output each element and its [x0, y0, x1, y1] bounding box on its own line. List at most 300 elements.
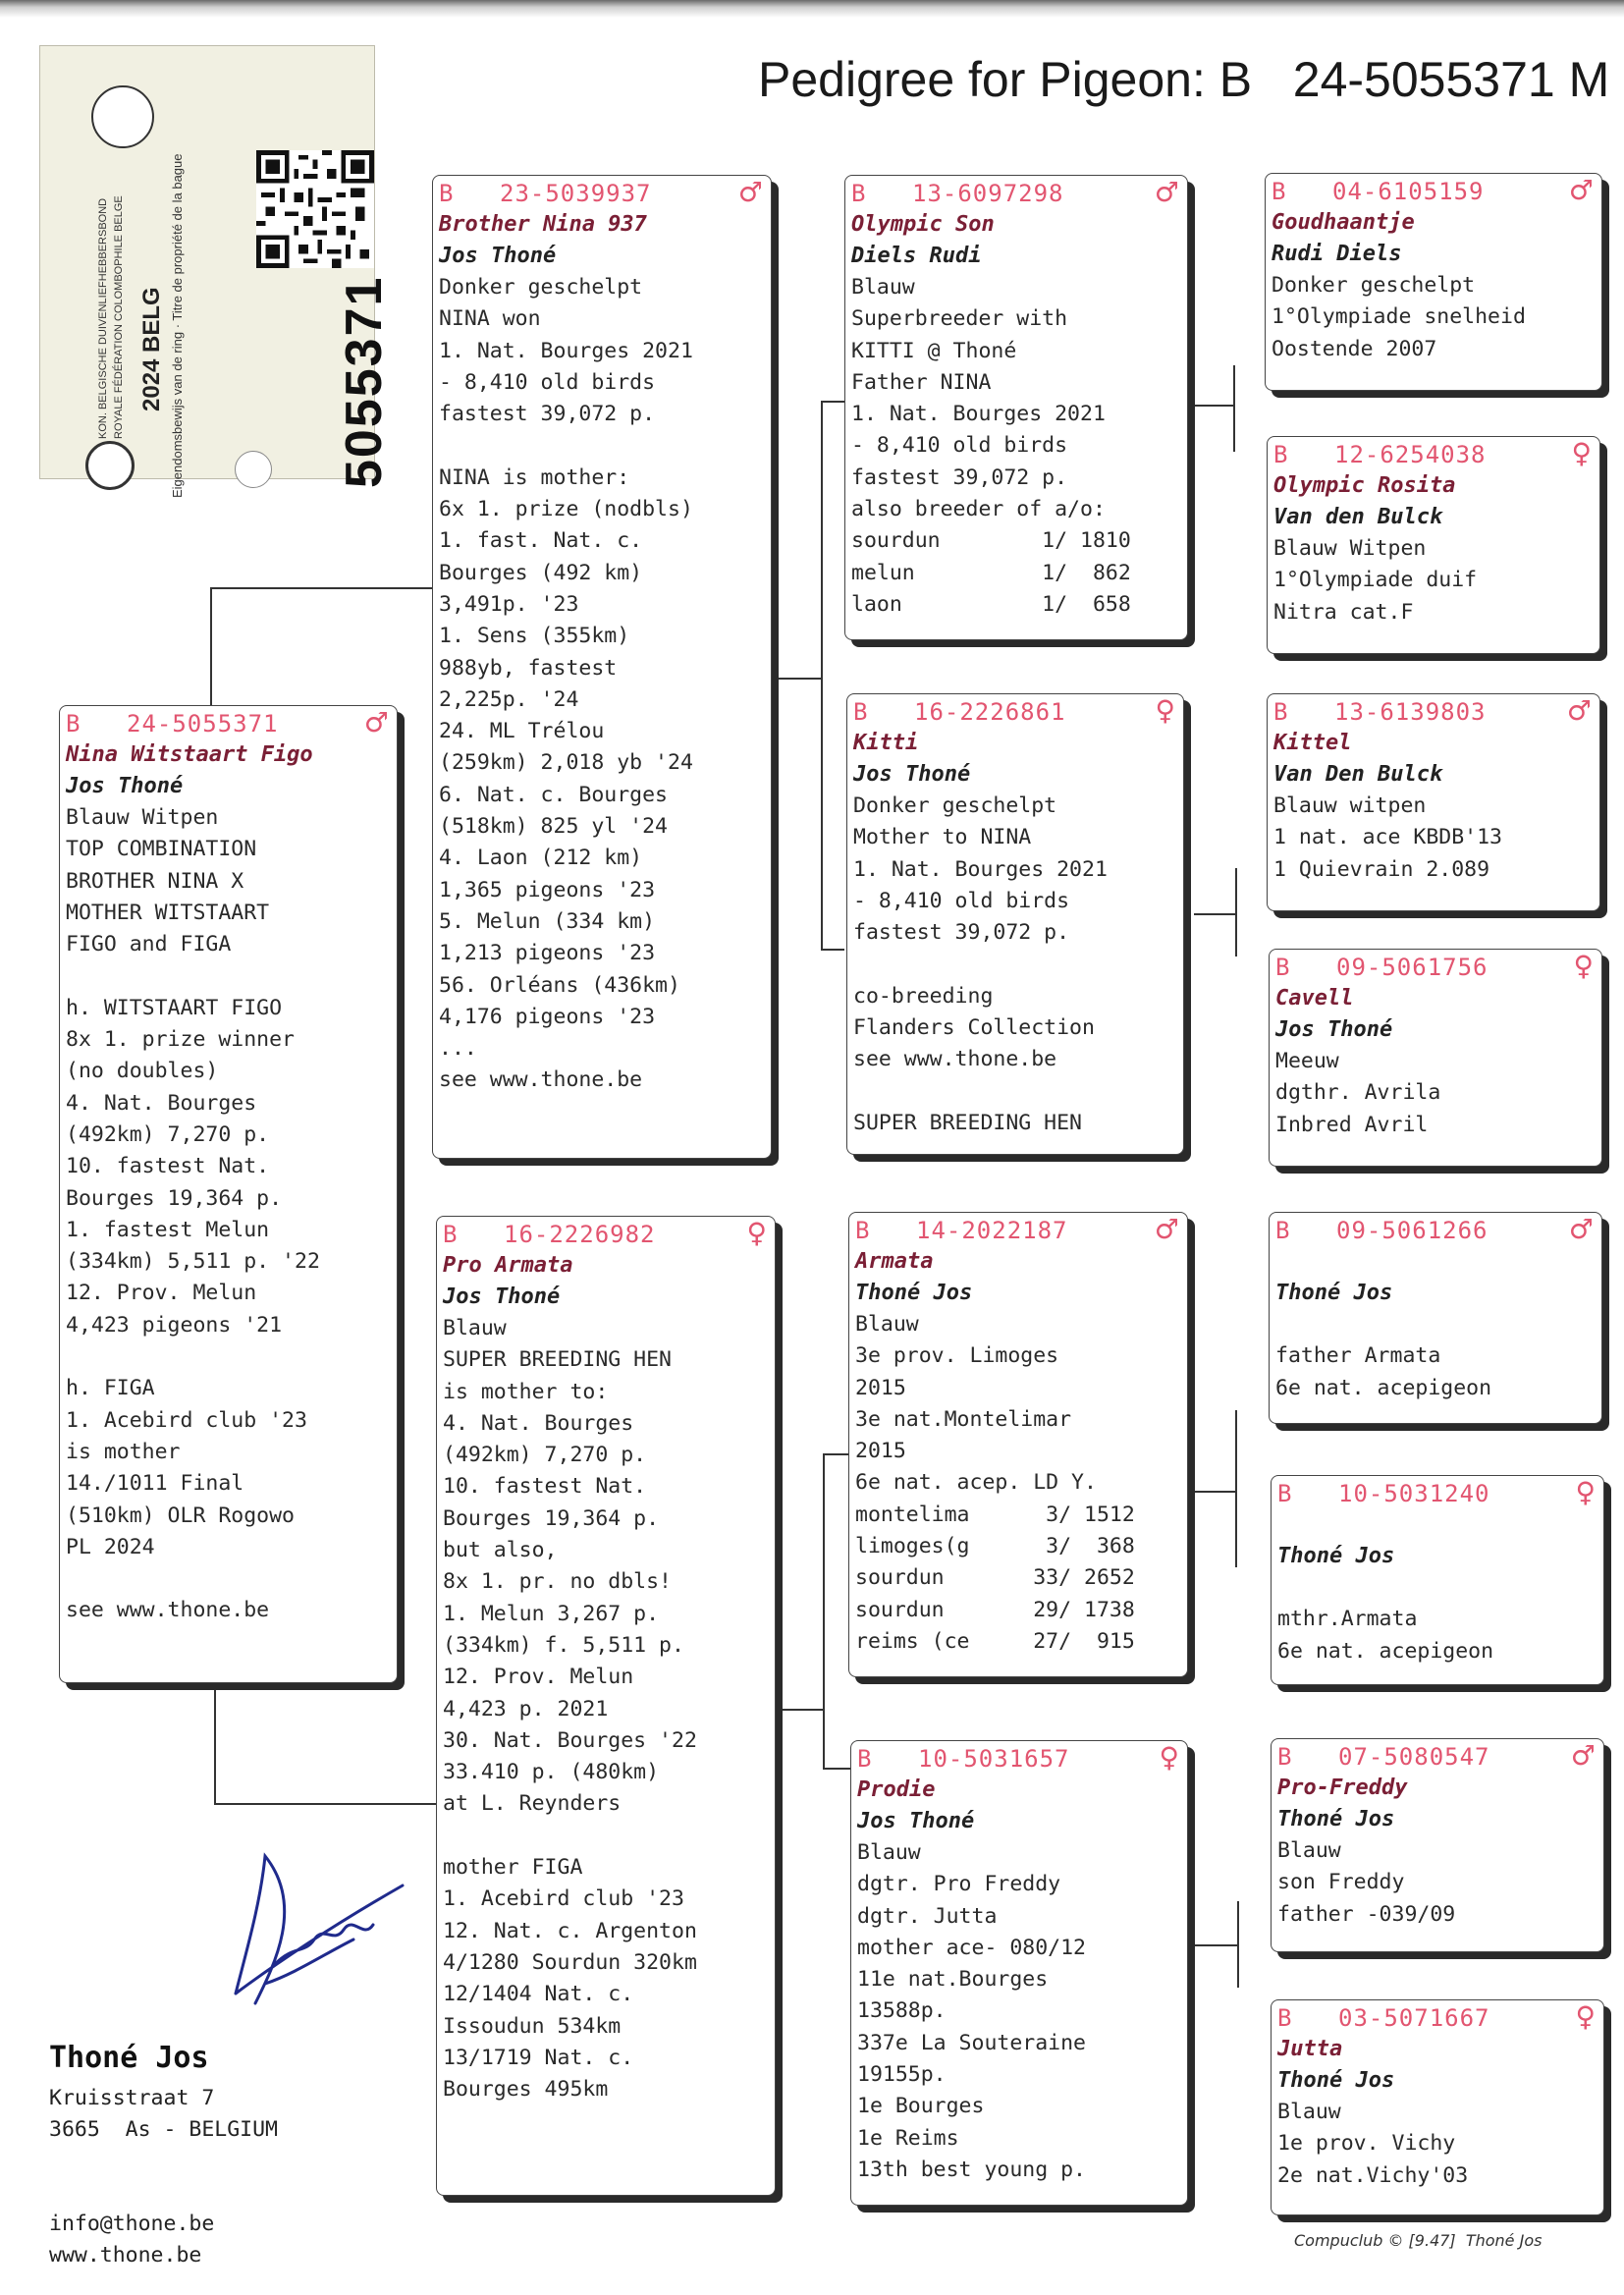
note-line: fastest 39,072 p. [851, 464, 1068, 490]
note-line [1275, 1309, 1596, 1340]
note-line: laon 1/ 658 [851, 591, 1131, 617]
note-line: 1. Acebird club '23 [443, 1886, 684, 1912]
note-line: melun 1/ 862 [851, 560, 1131, 585]
note-line: NINA won [439, 306, 541, 332]
breeder-name: Rudi Diels [1272, 242, 1402, 266]
note-line: Donker geschelpt [853, 793, 1057, 818]
note-line [439, 430, 765, 462]
note-line: 1. fast. Nat. c. [439, 528, 643, 554]
note-line: 14./1011 Final [66, 1471, 244, 1497]
ring-number: 09-5061266 [1336, 1217, 1489, 1244]
note-line: Blauw [857, 1840, 921, 1865]
note-line: sourdun 29/ 1738 [855, 1597, 1135, 1622]
note-line: Donker geschelpt [1272, 273, 1476, 298]
card-header [853, 694, 1177, 728]
note-line: mthr.Armata [1277, 1607, 1418, 1632]
country-code: B [853, 698, 868, 726]
pigeon-name: Kitti [853, 731, 919, 755]
country-code: B [857, 1745, 872, 1773]
note-line: fastest 39,072 p. [853, 920, 1070, 946]
note-line: MOTHER WITSTAART [66, 900, 270, 925]
female-sex-icon: ♀ [746, 1217, 767, 1249]
ring-number: 10-5031240 [1338, 1480, 1490, 1507]
breeder-name: Thoné Jos [855, 1281, 973, 1305]
note-line: 1. fastest Melun [66, 1217, 270, 1242]
note-line: 19155p. [857, 2062, 947, 2088]
note-line: 1. Nat. Bourges 2021 [851, 402, 1106, 427]
pigeon-name: Goudhaantje [1272, 210, 1415, 235]
ring-number: 23-5039937 [500, 180, 652, 207]
note-line: 1 nat. ace KBDB'13 [1273, 825, 1502, 850]
note-line: 13588p. [857, 1998, 947, 2024]
card-header [1272, 174, 1596, 207]
note-line: h. FIGA [66, 1376, 155, 1401]
note-line: co-breeding [853, 983, 994, 1009]
note-line [853, 949, 1177, 980]
card-header [1277, 1739, 1597, 1773]
country-code: B [443, 1221, 458, 1248]
card-header [1277, 2000, 1597, 2034]
connector-line [821, 949, 844, 951]
note-line: 10. fastest Nat. [443, 1474, 647, 1500]
note-line: 1°Olympiade snelheid [1272, 304, 1526, 330]
male-sex-icon: ♂ [1154, 176, 1179, 208]
note-line: NINA is mother: [439, 464, 630, 490]
owner-email[interactable]: info@thone.be [49, 2212, 215, 2236]
note-line: dgthr. Avrila [1275, 1080, 1441, 1106]
ring-number: 07-5080547 [1338, 1743, 1490, 1771]
note-line: 12. Prov. Melun [66, 1281, 257, 1306]
note-line: 24. ML Trélou [439, 719, 605, 744]
note-line: 4/1280 Sourdun 320km [443, 1949, 697, 1975]
note-line: Bourges 495km [443, 2077, 609, 2103]
note-line: 12/1404 Nat. c. [443, 1982, 634, 2007]
pigeon-name: Pro Armata [443, 1253, 573, 1278]
pigeon-notes [1273, 533, 1594, 628]
note-line: Mother to NINA [853, 825, 1032, 850]
note-line: (no doubles) [66, 1059, 219, 1084]
pigeon-notes [1273, 791, 1594, 886]
ring-year-country [138, 287, 166, 411]
note-line: (334km) 5,511 p. '22 [66, 1249, 320, 1275]
connector-line [823, 1453, 825, 1770]
country-code: B [1277, 1743, 1292, 1771]
note-line: fastest 39,072 p. [439, 402, 656, 427]
note-line: (259km) 2,018 yb '24 [439, 750, 693, 776]
card-header [1277, 1476, 1597, 1509]
note-line: 6e nat. acep. LD Y. [855, 1470, 1097, 1496]
connector-line [823, 1768, 852, 1770]
note-line: limoges(g 3/ 368 [855, 1534, 1135, 1559]
pigeon-card-ffm [1267, 436, 1600, 654]
note-line: sourdun 33/ 2652 [855, 1565, 1135, 1591]
male-sex-icon: ♂ [1568, 1213, 1594, 1245]
male-sex-icon: ♂ [1154, 1213, 1179, 1245]
note-line: 13th best young p. [857, 2157, 1086, 2182]
note-line: 1,213 pigeons '23 [439, 941, 656, 966]
pigeon-name: Olympic Son [851, 212, 995, 237]
note-line [853, 1076, 1177, 1108]
pigeon-name: Olympic Rosita [1273, 473, 1456, 498]
note-line: 4. Nat. Bourges [443, 1410, 634, 1436]
note-line: 12. Nat. c. Argenton [443, 1918, 697, 1943]
note-line: (492km) 7,270 p. [443, 1443, 647, 1468]
breeder-name: Jos Thoné [1275, 1017, 1393, 1042]
qr-code-icon [256, 150, 374, 268]
note-line [443, 1821, 769, 1852]
connector-line [1194, 1944, 1239, 1946]
pigeon-card-fm [846, 693, 1184, 1155]
software-footer: Compuclub © [9.47] Thoné Jos [1294, 2231, 1543, 2250]
note-line: 5. Melun (334 km) [439, 908, 656, 934]
pigeon-card-ff [844, 175, 1188, 640]
pigeon-card-fmm [1269, 949, 1602, 1167]
breeder-name: Thoné Jos [1277, 2068, 1395, 2093]
male-sex-icon: ♂ [1570, 1739, 1596, 1772]
pigeon-notes [443, 1313, 769, 2105]
note-line: 1 Quievrain 2.089 [1273, 856, 1490, 882]
note-line: is mother [66, 1439, 181, 1464]
male-sex-icon: ♂ [363, 706, 389, 738]
ring-number: 09-5061756 [1336, 954, 1489, 981]
note-line: ... [439, 1036, 477, 1062]
pigeon-name: Cavell [1275, 986, 1354, 1011]
pigeon-notes [1275, 1046, 1596, 1141]
note-line: (510km) OLR Rogowo [66, 1503, 295, 1528]
note-line: 30. Nat. Bourges '22 [443, 1727, 697, 1753]
connector-line [210, 587, 432, 589]
note-line: 3e prov. Limoges [855, 1343, 1059, 1369]
note-line: 10. fastest Nat. [66, 1154, 270, 1179]
note-line: - 8,410 old birds [851, 433, 1068, 459]
country-code: B [1273, 698, 1288, 726]
pigeon-notes [1277, 2097, 1597, 2192]
note-line: sourdun 1/ 1810 [851, 528, 1131, 554]
connector-line [1192, 1491, 1237, 1493]
pigeon-name: Jutta [1277, 2037, 1343, 2061]
pigeon-card-mm [850, 1740, 1188, 2206]
note-line: (334km) f. 5,511 p. [443, 1632, 684, 1658]
note-line: 3,491p. '23 [439, 591, 579, 617]
breeder-name: Diels Rudi [851, 244, 982, 268]
note-line: 4. Nat. Bourges [66, 1090, 257, 1116]
male-sex-icon: ♂ [1568, 174, 1594, 206]
country-code: B [1275, 1217, 1290, 1244]
note-line: see www.thone.be [439, 1067, 643, 1093]
card-header [66, 706, 391, 739]
pigeon-notes [439, 272, 765, 1097]
note-line: Father NINA [851, 369, 992, 395]
note-line: 13/1719 Nat. c. [443, 2045, 634, 2070]
note-line: 2,225p. '24 [439, 686, 579, 712]
ring-number: 13-6139803 [1334, 698, 1487, 726]
pigeon-notes [1277, 1572, 1597, 1667]
ring-year: 2024 [138, 358, 165, 411]
country-code: B [1277, 1480, 1292, 1507]
note-line: Oostende 2007 [1272, 336, 1437, 361]
note-line: 988yb, fastest [439, 655, 618, 681]
note-line: 3e nat.Montelimar [855, 1406, 1072, 1432]
country-code: B [855, 1217, 870, 1244]
note-line: 2015 [855, 1439, 906, 1464]
country-code: B [1277, 2004, 1292, 2032]
pigeon-notes [853, 791, 1177, 1139]
pigeon-notes [1272, 270, 1596, 365]
breeder-name: Thoné Jos [1277, 1544, 1395, 1568]
note-line: FIGO and FIGA [66, 932, 232, 957]
note-line: Blauw Witpen [66, 805, 219, 830]
note-line: 337e La Souteraine [857, 2030, 1086, 2055]
note-line: - 8,410 old birds [439, 369, 656, 395]
card-header [1275, 950, 1596, 983]
note-line: 12. Prov. Melun [443, 1665, 634, 1690]
pigeon-card-subject [59, 705, 398, 1683]
connector-line [1190, 405, 1235, 407]
note-line: (518km) 825 yl '24 [439, 814, 668, 840]
pigeon-card-mmf [1271, 1738, 1604, 1952]
male-sex-icon: ♂ [1566, 694, 1592, 727]
page-title: Pedigree for Pigeon: B 24-5055371 M [758, 52, 1610, 107]
ring-number: 14-2022187 [916, 1217, 1068, 1244]
note-line: 1e Reims [857, 2125, 959, 2151]
pigeon-notes [855, 1309, 1181, 1658]
pigeon-card-mmm [1271, 1999, 1604, 2215]
breeder-name: Thoné Jos [1277, 1807, 1395, 1831]
note-line: at L. Reynders [443, 1791, 622, 1817]
pigeon-name: Brother Nina 937 [439, 212, 647, 237]
country-code: B [1273, 441, 1288, 468]
owner-street: Kruisstraat 7 [49, 2086, 215, 2110]
connector-line [821, 401, 823, 951]
note-line: 1. Nat. Bourges 2021 [853, 856, 1108, 882]
note-line: Blauw [1277, 2100, 1341, 2124]
pigeon-notes [1277, 1835, 1597, 1931]
connector-line [1235, 868, 1237, 956]
pigeon-name [1277, 1509, 1597, 1541]
pigeon-card-father [432, 175, 772, 1159]
pigeon-name [1275, 1246, 1596, 1278]
pigeon-card-fmf [1267, 693, 1600, 911]
ring-number: 24-5055371 [127, 710, 279, 738]
federation-emblem-icon [91, 85, 154, 148]
note-line: KITTI @ Thoné [851, 338, 1017, 363]
belgium-logo-icon [85, 441, 135, 490]
note-line: Bourges (492 km) [439, 560, 643, 585]
note-line: (492km) 7,270 p. [66, 1121, 270, 1147]
connector-line [1237, 1901, 1239, 1988]
note-line: 11e nat.Bourges [857, 1967, 1049, 1993]
note-line: 4. Laon (212 km) [439, 846, 643, 871]
connector-line [1235, 1410, 1237, 1567]
connector-line [1194, 913, 1237, 915]
scan-edge [0, 0, 1624, 18]
card-header [1273, 694, 1594, 728]
note-line: montelima 3/ 1512 [855, 1502, 1135, 1527]
owner-website[interactable]: www.thone.be [49, 2243, 202, 2268]
note-line: father -039/09 [1277, 1901, 1456, 1927]
note-line: h. WITSTAART FIGO [66, 995, 283, 1020]
note-line: 1. Melun 3,267 p. [443, 1601, 660, 1626]
female-sex-icon: ♀ [1155, 694, 1175, 727]
card-header [851, 176, 1181, 209]
breeder-name: Jos Thoné [443, 1284, 561, 1309]
note-line: mother ace- 080/12 [857, 1935, 1086, 1960]
note-line [66, 960, 391, 992]
connector-line [214, 1803, 436, 1805]
note-line [66, 1341, 391, 1373]
owner-name: Thoné Jos [49, 2041, 209, 2075]
breeder-name: Jos Thoné [439, 244, 557, 268]
pigeon-notes [857, 1837, 1181, 2186]
card-header [857, 1741, 1181, 1775]
ring-number: 16-2226982 [504, 1221, 656, 1248]
note-line: 2015 [855, 1375, 906, 1400]
ring-number: 10-5031657 [918, 1745, 1070, 1773]
note-line: see www.thone.be [66, 1598, 270, 1623]
ring-number: 04-6105159 [1332, 178, 1485, 205]
connector-line [821, 401, 844, 403]
country-code: B [1272, 178, 1286, 205]
note-line: 8x 1. prize winner [66, 1027, 295, 1053]
note-line: 1. Nat. Bourges 2021 [439, 338, 693, 363]
note-line: Bourges 19,364 p. [66, 1185, 283, 1211]
note-line: 2e nat.Vichy'03 [1277, 2162, 1469, 2188]
pigeon-notes [851, 272, 1181, 621]
connector-line [1233, 365, 1235, 452]
note-line: also breeder of a/o: [851, 497, 1106, 522]
note-line: 6. Nat. c. Bourges [439, 782, 668, 807]
note-line: 1e prov. Vichy [1277, 2131, 1456, 2157]
note-line: 1. Acebird club '23 [66, 1407, 307, 1433]
note-line: 33.410 p. (480km) [443, 1760, 660, 1785]
breeder-name: Van den Bulck [1273, 505, 1443, 529]
ring-number: 03-5071667 [1338, 2004, 1490, 2032]
note-line: 4,176 pigeons '23 [439, 1004, 656, 1029]
note-line: TOP COMBINATION [66, 837, 257, 862]
female-sex-icon: ♀ [1159, 1741, 1179, 1774]
federation-name-fr: ROYALE FÉDÉRATION COLOMBOPHILE BELGE [113, 195, 125, 439]
female-sex-icon: ♀ [1575, 2000, 1596, 2033]
note-line: Blauw Witpen [1273, 536, 1427, 561]
country-code: B [66, 710, 81, 738]
note-line: 6e nat. acepigeon [1275, 1375, 1492, 1400]
pigeon-card-mfm [1271, 1475, 1604, 1685]
ring-ownership-card [39, 45, 393, 498]
pigeon-notes [1275, 1309, 1596, 1404]
pigeon-card-mf [848, 1212, 1188, 1677]
note-line: 1°Olympiade duif [1273, 568, 1478, 593]
card-header [1273, 437, 1594, 470]
note-line: 1,365 pigeons '23 [439, 877, 656, 902]
note-line: Blauw [855, 1312, 919, 1337]
pigeon-card-fff [1265, 173, 1602, 391]
note-line: Blauw [443, 1316, 507, 1340]
owner-city: 3665 As - BELGIUM [49, 2117, 278, 2142]
note-line: reims (ce 27/ 915 [855, 1628, 1135, 1654]
pigeon-name: Prodie [857, 1777, 936, 1802]
pigeon-name: Kittel [1273, 731, 1352, 755]
country-code: B [1275, 954, 1290, 981]
note-line: Flanders Collection [853, 1015, 1095, 1041]
note-line: Meeuw [1275, 1049, 1339, 1073]
note-line: mother FIGA [443, 1855, 583, 1881]
signature-icon [216, 1846, 412, 2023]
male-sex-icon: ♂ [737, 176, 763, 208]
ring-number: 12-6254038 [1334, 441, 1487, 468]
note-line: - 8,410 old birds [853, 888, 1070, 913]
female-sex-icon: ♀ [1575, 1476, 1596, 1508]
ring-hole-icon [235, 451, 272, 488]
note-line: Bourges 19,364 p. [443, 1505, 660, 1531]
note-line: Blauw witpen [1273, 793, 1427, 818]
note-line: father Armata [1275, 1343, 1441, 1369]
pigeon-card-mother [436, 1216, 776, 2196]
federation-name-nl: KON. BELGISCHE DUIVENLIEFHEBBERSBOND [97, 197, 109, 439]
connector-line [210, 587, 212, 715]
note-line: son Freddy [1277, 1870, 1405, 1895]
connector-line [214, 1681, 216, 1805]
note-line: Blauw [1277, 1838, 1341, 1863]
note-line: 6x 1. prize (nodbls) [439, 497, 693, 522]
female-sex-icon: ♀ [1573, 950, 1594, 982]
ring-number: 16-2226861 [914, 698, 1066, 726]
pigeon-name: Nina Witstaart Figo [66, 742, 313, 767]
breeder-name: Jos Thoné [66, 774, 184, 798]
breeder-name: Thoné Jos [1275, 1281, 1393, 1305]
note-line: 4,423 pigeons '21 [66, 1312, 283, 1338]
note-line: Inbred Avril [1275, 1112, 1429, 1137]
note-line: 8x 1. pr. no dbls! [443, 1569, 672, 1595]
country-code: B [439, 180, 454, 207]
note-line: but also, [443, 1538, 558, 1563]
note-line: SUPER BREEDING HEN [853, 1110, 1082, 1135]
note-line: dgtr. Pro Freddy [857, 1872, 1061, 1897]
note-line: see www.thone.be [853, 1047, 1057, 1072]
note-line: 56. Orléans (436km) [439, 972, 680, 998]
breeder-name: Jos Thoné [857, 1809, 975, 1833]
note-line: Superbreeder with [851, 306, 1068, 332]
card-header [443, 1217, 769, 1250]
breeder-name: Jos Thoné [853, 762, 971, 787]
note-line: PL 2024 [66, 1534, 155, 1559]
note-line [1277, 1572, 1597, 1604]
note-line [66, 1563, 391, 1595]
note-line: dgtr. Jutta [857, 1903, 998, 1929]
card-header [439, 176, 765, 209]
note-line: 1e Bourges [857, 2094, 985, 2119]
ownership-text: Eigendomsbewijs van de ring · Titre de propriété de la bague [170, 153, 185, 498]
pigeon-name: Pro-Freddy [1277, 1776, 1408, 1800]
ring-country: BELG [138, 287, 165, 353]
breeder-name: Van Den Bulck [1273, 762, 1443, 787]
note-line: SUPER BREEDING HEN [443, 1347, 672, 1373]
ring-number: 13-6097298 [912, 180, 1064, 207]
note-line: BROTHER NINA X [66, 868, 244, 894]
note-line: 1. Sens (355km) [439, 624, 630, 649]
pigeon-name: Armata [855, 1249, 934, 1274]
note-line: Blauw [851, 275, 915, 300]
connector-line [778, 1709, 825, 1711]
card-header [855, 1213, 1181, 1246]
connector-line [823, 1453, 848, 1455]
connector-line [776, 678, 823, 680]
note-line: 6e nat. acepigeon [1277, 1638, 1494, 1664]
female-sex-icon: ♀ [1571, 437, 1592, 469]
note-line: is mother to: [443, 1379, 609, 1404]
note-line: Donker geschelpt [439, 275, 643, 300]
country-code: B [851, 180, 866, 207]
note-line: Nitra cat.F [1273, 599, 1414, 625]
